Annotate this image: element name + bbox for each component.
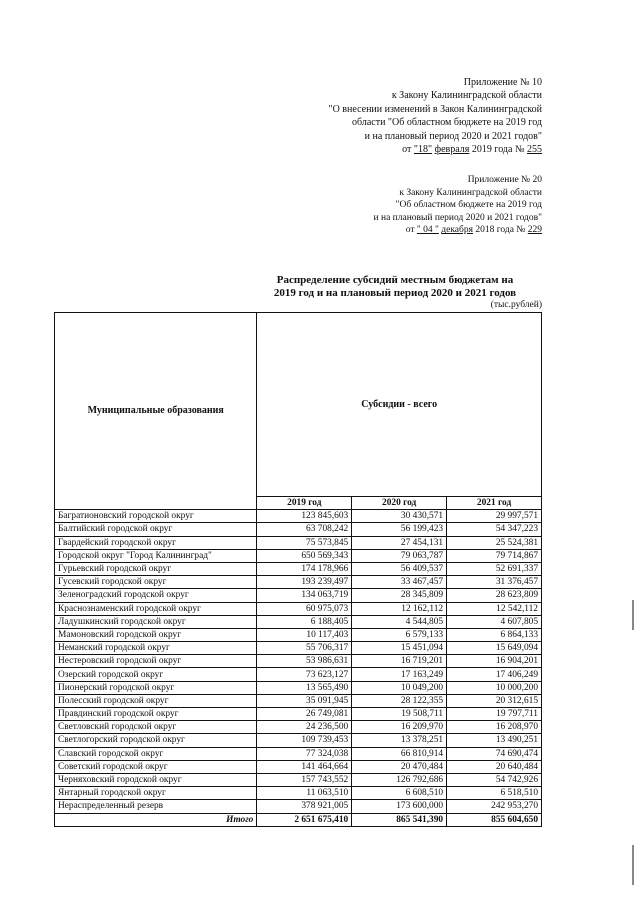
municipality-name: Гурьевский городской округ (55, 562, 257, 575)
value-2020: 27 454,131 (352, 536, 447, 549)
header-line: и на плановый период 2020 и 2021 годов" (364, 130, 542, 142)
table-row (55, 602, 542, 615)
value-2019: 26 749,081 (257, 708, 352, 721)
value-2019: 6 188,405 (257, 615, 352, 628)
municipality-name: Зеленоградский городской округ (55, 589, 257, 602)
value-2021: 54 742,926 (447, 773, 542, 786)
municipality-name: Нестеровский городской округ (55, 655, 257, 668)
value-2020: 66 810,914 (352, 747, 447, 760)
municipality-name: Гусевский городской округ (55, 576, 257, 589)
value-2020: 6 579,133 (352, 628, 447, 641)
table-row (55, 708, 542, 721)
value-2020: 16 209,970 (352, 721, 447, 734)
value-2019: 378 921,005 (257, 800, 352, 813)
municipality-name: Краснознаменский городской округ (55, 602, 257, 615)
header-line: "Об областном бюджете на 2019 год (395, 200, 542, 211)
date-month: февраля (434, 144, 470, 156)
total-2021: 855 604,650 (447, 813, 542, 826)
value-2019: 75 573,845 (257, 536, 352, 549)
table-row (55, 562, 542, 575)
table-row (55, 655, 542, 668)
value-2021: 13 490,251 (447, 734, 542, 747)
value-2021: 20 312,615 (447, 694, 542, 707)
subsidy-table (54, 312, 542, 827)
municipality-name: Балтийский городской округ (55, 523, 257, 536)
table-header-row (55, 313, 542, 497)
municipality-name: Ладушкинский городской округ (55, 615, 257, 628)
value-2019: 174 178,966 (257, 562, 352, 575)
value-2020: 79 063,787 (352, 549, 447, 562)
total-label: Итого (55, 813, 257, 826)
header-date-line (329, 143, 543, 156)
value-2021: 16 904,201 (447, 655, 542, 668)
value-2019: 134 063,719 (257, 589, 352, 602)
total-row (55, 813, 542, 826)
value-2019: 13 565,490 (257, 681, 352, 694)
value-2021: 6 864,133 (447, 628, 542, 641)
value-2020: 28 122,355 (352, 694, 447, 707)
table-row (55, 589, 542, 602)
value-2020: 12 162,112 (352, 602, 447, 615)
total-2019: 2 651 675,410 (257, 813, 352, 826)
value-2020: 16 719,201 (352, 655, 447, 668)
table-row (55, 681, 542, 694)
value-2021: 17 406,249 (447, 668, 542, 681)
value-2020: 56 199,423 (352, 523, 447, 536)
value-2019: 60 975,073 (257, 602, 352, 615)
value-2019: 650 569,343 (257, 549, 352, 562)
value-2021: 19 797,711 (447, 708, 542, 721)
date-prefix: от (402, 144, 414, 156)
value-2019: 11 063,510 (257, 787, 352, 800)
law-number: 229 (527, 225, 542, 236)
table-row (55, 549, 542, 562)
municipality-name: Гвардейский городской округ (55, 536, 257, 549)
value-2019: 10 117,403 (257, 628, 352, 641)
value-2021: 15 649,094 (447, 642, 542, 655)
value-2021: 54 347,223 (447, 523, 542, 536)
municipality-name: Мамоновский городской округ (55, 628, 257, 641)
value-2020: 28 345,809 (352, 589, 447, 602)
table-row (55, 615, 542, 628)
header-date-line (374, 224, 542, 237)
municipality-name: Городской округ "Город Калининград" (55, 549, 257, 562)
table-row (55, 536, 542, 549)
value-2019: 63 708,242 (257, 523, 352, 536)
municipality-name: Нераспределенный резерв (55, 800, 257, 813)
value-2020: 17 163,249 (352, 668, 447, 681)
column-header-2021: 2021 год (447, 497, 542, 510)
header-line: Приложение № 20 (467, 175, 542, 185)
value-2020: 56 409,537 (352, 562, 447, 575)
value-2020: 13 378,251 (352, 734, 447, 747)
header-line: "О внесении изменений в Закон Калининградской (328, 103, 542, 115)
table-row (55, 642, 542, 655)
date-day: "18" (413, 144, 433, 156)
municipality-name: Полесский городской округ (55, 694, 257, 707)
title-line-2: 2019 год и на плановый период 2020 и 2021 годов (273, 287, 517, 299)
column-header-subsidies-total: Субсидии - всего (257, 313, 542, 497)
municipality-name: Светлогорский городской округ (55, 734, 257, 747)
table-row (55, 787, 542, 800)
date-mid: 2019 года № (469, 144, 527, 156)
value-2021: 12 542,112 (447, 602, 542, 615)
municipality-name: Правдинский городской округ (55, 708, 257, 721)
table-row (55, 576, 542, 589)
value-2021: 28 623,809 (447, 589, 542, 602)
value-2021: 4 607,805 (447, 615, 542, 628)
value-2019: 123 845,603 (257, 510, 352, 523)
value-2019: 53 986,631 (257, 655, 352, 668)
value-2021: 31 376,457 (447, 576, 542, 589)
value-2019: 73 623,127 (257, 668, 352, 681)
table-row (55, 694, 542, 707)
municipality-name: Светловский городской округ (55, 721, 257, 734)
date-day: " 04 " (416, 225, 439, 236)
table-row (55, 668, 542, 681)
table-row (55, 510, 542, 523)
column-header-2020: 2020 год (352, 497, 447, 510)
appendix-header-current (329, 76, 543, 156)
value-2020: 20 470,484 (352, 760, 447, 773)
value-2020: 126 792,686 (352, 773, 447, 786)
document-title (245, 274, 545, 300)
value-2021: 20 640,484 (447, 760, 542, 773)
value-2021: 29 997,571 (447, 510, 542, 523)
municipality-name: Славский городской округ (55, 747, 257, 760)
header-line: Приложение № 10 (463, 77, 542, 88)
municipality-name: Пионерский городской округ (55, 681, 257, 694)
total-2020: 865 541,390 (352, 813, 447, 826)
value-2021: 25 524,381 (447, 536, 542, 549)
value-2020: 15 451,094 (352, 642, 447, 655)
municipality-name: Озерский городской округ (55, 668, 257, 681)
date-month: декабря (441, 225, 473, 236)
date-mid: 2018 года № (472, 225, 528, 236)
value-2021: 242 953,270 (447, 800, 542, 813)
value-2021: 74 690,474 (447, 747, 542, 760)
value-2020: 173 600,000 (352, 800, 447, 813)
law-number: 255 (527, 144, 542, 156)
table-row (55, 800, 542, 813)
municipality-name: Неманский городской округ (55, 642, 257, 655)
table-row (55, 523, 542, 536)
table-row (55, 773, 542, 786)
table-row (55, 628, 542, 641)
table-row (55, 760, 542, 773)
value-2019: 193 239,497 (257, 576, 352, 589)
value-2020: 10 049,200 (352, 681, 447, 694)
date-prefix: от (405, 225, 417, 236)
municipality-name: Советский городской округ (55, 760, 257, 773)
scan-edge-mark (632, 845, 634, 885)
appendix-header-original (374, 174, 542, 237)
value-2021: 6 518,510 (447, 787, 542, 800)
value-2021: 16 208,970 (447, 721, 542, 734)
municipality-name: Черняховский городской округ (55, 773, 257, 786)
table-row (55, 747, 542, 760)
value-2020: 19 508,711 (352, 708, 447, 721)
header-line: к Закону Калининградской области (391, 90, 542, 102)
table-row (55, 721, 542, 734)
municipality-name: Багратионовский городской округ (55, 510, 257, 523)
table-body (55, 510, 542, 827)
value-2020: 6 608,510 (352, 787, 447, 800)
value-2021: 10 000,200 (447, 681, 542, 694)
value-2020: 33 467,457 (352, 576, 447, 589)
title-line-1: Распределение субсидий местным бюджетам на (276, 274, 514, 286)
value-2021: 52 691,337 (447, 562, 542, 575)
value-2019: 109 739,453 (257, 734, 352, 747)
value-2019: 35 091,945 (257, 694, 352, 707)
unit-label: (тыс.рублей) (490, 300, 542, 310)
scan-edge-mark (632, 600, 634, 630)
table-row (55, 734, 542, 747)
header-line: к Закону Калининградской области (399, 187, 542, 198)
value-2020: 4 544,805 (352, 615, 447, 628)
value-2019: 157 743,552 (257, 773, 352, 786)
value-2020: 30 430,571 (352, 510, 447, 523)
header-line: области "Об областном бюджете на 2019 год (352, 117, 542, 129)
value-2021: 79 714,867 (447, 549, 542, 562)
municipality-name: Янтарный городской округ (55, 787, 257, 800)
value-2019: 24 236,500 (257, 721, 352, 734)
column-header-municipality: Муниципальные образования (55, 313, 257, 510)
value-2019: 77 324,038 (257, 747, 352, 760)
column-header-2019: 2019 год (257, 497, 352, 510)
value-2019: 141 464,664 (257, 760, 352, 773)
header-line: и на плановый период 2020 и 2021 годов" (373, 212, 542, 223)
value-2019: 55 706,317 (257, 642, 352, 655)
